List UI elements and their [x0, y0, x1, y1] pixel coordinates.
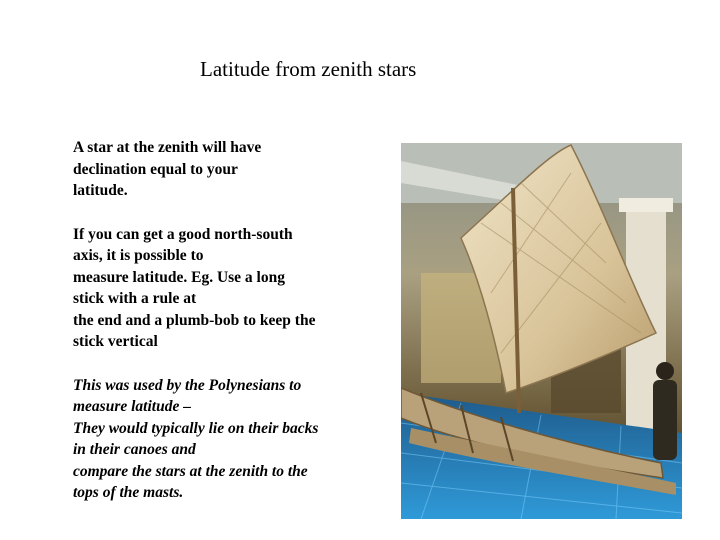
text-line: stick with a rule at	[73, 290, 197, 307]
text-line: A star at the zenith will have	[73, 139, 262, 156]
text-line: the end and a plumb-bob to keep the	[73, 311, 316, 329]
body-text	[73, 137, 373, 504]
text-line: This was used by the Polynesians to	[73, 376, 302, 394]
text-line: stick vertical	[73, 333, 158, 350]
text-line: They would typically lie on their backs	[73, 419, 319, 437]
text-line: compare the stars at the zenith to the	[73, 462, 308, 480]
text-line: measure latitude. Eg. Use a long	[73, 268, 285, 286]
canoe-photo	[401, 143, 682, 519]
text-line: latitude.	[73, 182, 128, 199]
text-line: measure latitude –	[73, 398, 191, 415]
slide-title: Latitude from zenith stars	[200, 57, 417, 81]
text-line: axis, it is possible to	[73, 247, 204, 264]
text-line: tops of the masts.	[73, 484, 184, 501]
text-line: declination equal to your	[73, 160, 238, 178]
text-line: in their canoes and	[73, 441, 196, 458]
text-line: If you can get a good north-south	[73, 225, 293, 243]
